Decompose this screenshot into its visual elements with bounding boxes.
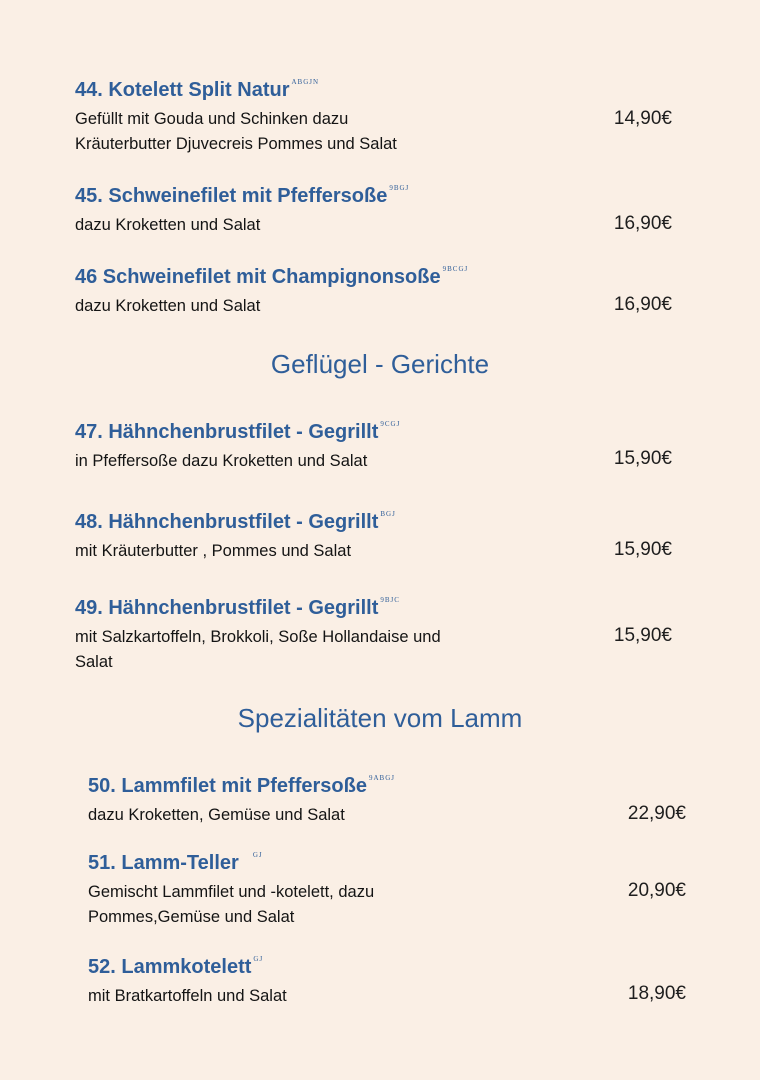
menu-item: [75, 78, 397, 157]
menu-item-description: Gemischt Lammfilet und -kotelett, dazu Pommes,Gemüse und Salat: [88, 883, 375, 926]
menu-item: [75, 265, 468, 319]
allergen-codes: 9BGJ: [389, 184, 410, 192]
menu-item-price: 16,90€: [613, 213, 672, 234]
menu-item-title: 50. Lammfilet mit Pfeffersoße $^{9ABGJ}$: [88, 774, 395, 797]
menu-item-title: 44. Kotelett Split Natur $^{ABGJN}$: [75, 78, 320, 101]
menu-item: [75, 510, 396, 564]
menu-item-description: mit Salzkartoffeln, Brokkoli, Soße Hollandaise und Salat: [75, 628, 441, 671]
menu-item: [88, 955, 287, 1009]
menu-item: [88, 851, 374, 930]
allergen-codes: GJ: [253, 955, 264, 963]
menu-item-price: 15,90€: [613, 448, 672, 469]
allergen-codes: BGJ: [380, 510, 396, 518]
menu-item-title: 45. Schweinefilet mit Pfeffersoße $^{9BGJ}$: [75, 184, 410, 207]
menu-item-description: in Pfeffersoße dazu Kroketten und Salat: [75, 452, 368, 470]
menu-item-title: 46 Schweinefilet mit Champignonsoße $^{9BCGJ}$: [75, 265, 469, 288]
menu-item-title: 48. Hähnchenbrustfilet - Gegrillt $^{BGJ}$: [75, 510, 396, 533]
menu-item-description: dazu Kroketten und Salat: [75, 216, 261, 234]
menu-item: [88, 774, 395, 828]
menu-item-description: mit Bratkartoffeln und Salat: [88, 987, 287, 1005]
allergen-codes: 9CGJ: [380, 420, 401, 428]
menu-item-title: 51. Lamm-Teller $^{GJ}$: [88, 851, 263, 874]
menu-item-title: 49. Hähnchenbrustfilet - Gegrillt $^{9BJC}$: [75, 596, 400, 619]
menu-item-description: dazu Kroketten und Salat: [75, 297, 261, 315]
menu-item: [75, 184, 409, 238]
menu-item-price: 22,90€: [627, 803, 686, 824]
section-heading: Spezialitäten vom Lamm: [237, 703, 523, 733]
allergen-codes: 9BJC: [380, 596, 400, 604]
menu-item-title: 47. Hähnchenbrustfilet - Gegrillt $^{9CGJ}$: [75, 420, 401, 443]
menu-item-price: 14,90€: [613, 108, 672, 129]
menu-item-price: 15,90€: [613, 539, 672, 560]
allergen-codes: GJ: [252, 851, 263, 859]
menu-item-price: 20,90€: [627, 880, 686, 901]
menu-item-price: 16,90€: [613, 294, 672, 315]
menu-item-description: dazu Kroketten, Gemüse und Salat: [88, 806, 345, 824]
menu-item-price: 15,90€: [613, 625, 672, 646]
allergen-codes: 9BCGJ: [442, 265, 469, 273]
menu-item: [75, 420, 400, 474]
allergen-codes: ABGJN: [291, 78, 320, 86]
allergen-codes: 9ABGJ: [368, 774, 395, 782]
section-heading: Geflügel - Gerichte: [270, 349, 490, 379]
menu-item-description: Gefüllt mit Gouda und Schinken dazu Kräuterbutter Djuvecreis Pommes und Salat: [75, 110, 397, 153]
menu-item-title: 52. Lammkotelett $^{GJ}$: [88, 955, 264, 978]
menu-item: [75, 596, 441, 675]
menu-item-price: 18,90€: [627, 983, 686, 1004]
menu-item-description: mit Kräuterbutter , Pommes und Salat: [75, 542, 352, 560]
